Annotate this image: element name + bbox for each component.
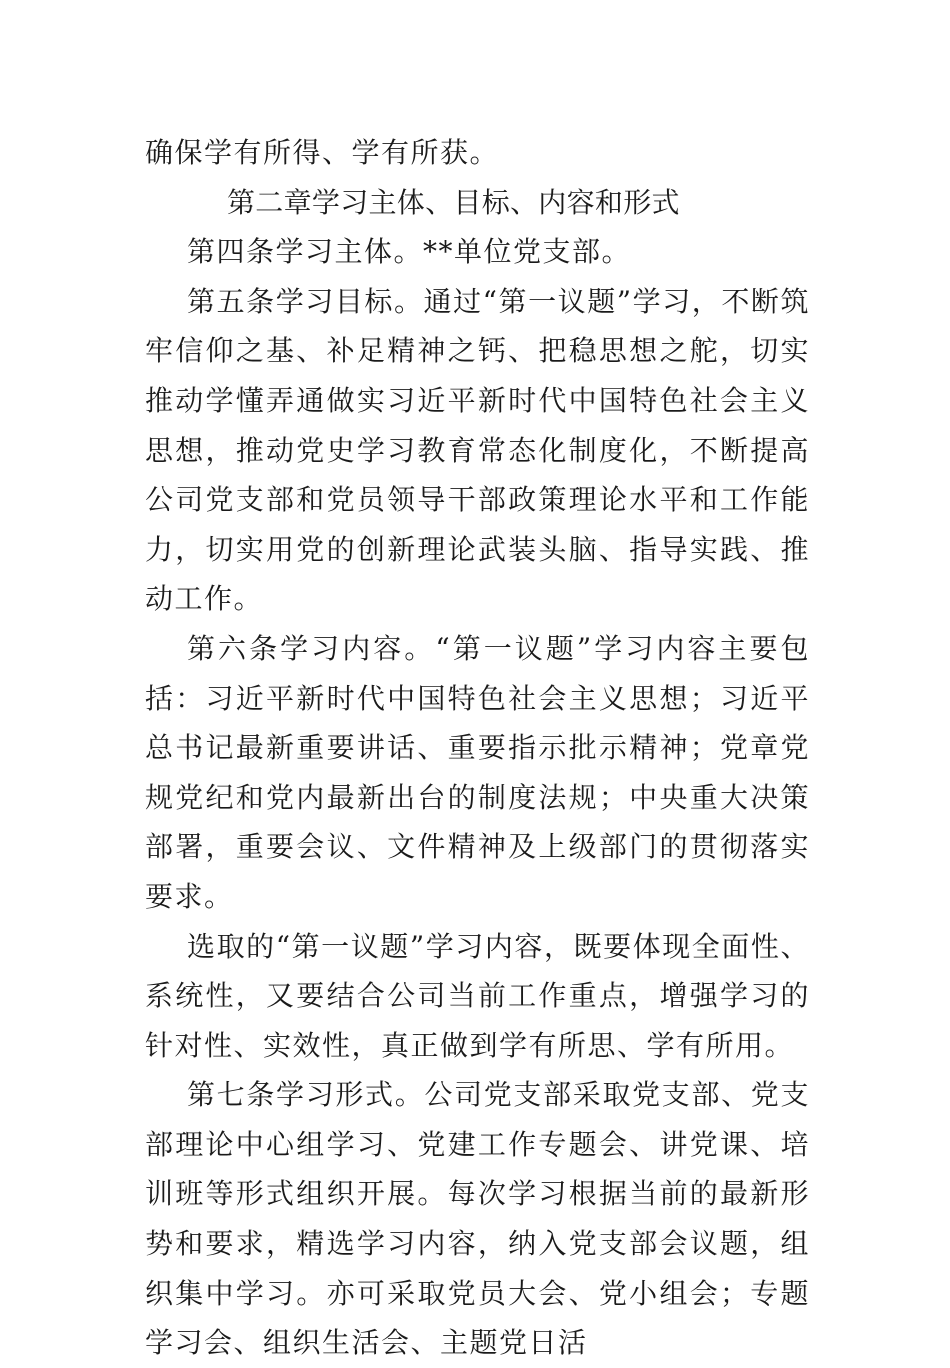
document-body bbox=[145, 128, 810, 1368]
article-7-paragraph: 第七条学习形式。公司党支部采取党支部、党支部理论中心组学习、党建工作专题会、讲党课、培训班等形式组织开展。每次学习根据当前的最新形势和要求，精选学习内容，纳入党支部会议题，组织集中学习。亦可采取党员大会、党小组会；专题学习会、组织生活会、主题党日活 bbox=[145, 1078, 810, 1360]
article-4-paragraph: 第四条学习主体。**单位党支部。 bbox=[187, 235, 632, 269]
article-5-paragraph: 第五条学习目标。通过“第一议题”学习，不断筑牢信仰之基、补足精神之钙、把稳思想之舵，切实推动学懂弄通做实习近平新时代中国特色社会主义思想，推动党史学习教育常态化制度化，不断提高公司党支部和党员领导干部政策理论水平和工作能力，切实用党的创新理论武装头脑、指导实践、推动工作。 bbox=[145, 284, 810, 616]
paragraph-continuation: 确保学有所得、学有所获。 bbox=[145, 136, 500, 169]
chapter-heading: 第二章学习主体、目标、内容和形式 bbox=[227, 185, 680, 219]
article-6-paragraph: 第六条学习内容。“第一议题”学习内容主要包括：习近平新时代中国特色社会主义思想；习近平总书记最新重要讲话、重要指示批示精神；党章党规党纪和党内最新出台的制度法规；中央重大决策部署，重要会议、文件精神及上级部门的贯彻落实要求。 bbox=[145, 631, 810, 913]
content-selection-paragraph: 选取的“第一议题”学习内容，既要体现全面性、系统性，又要结合公司当前工作重点，增强学习的针对性、实效性，真正做到学有所思、学有所用。 bbox=[145, 929, 810, 1062]
